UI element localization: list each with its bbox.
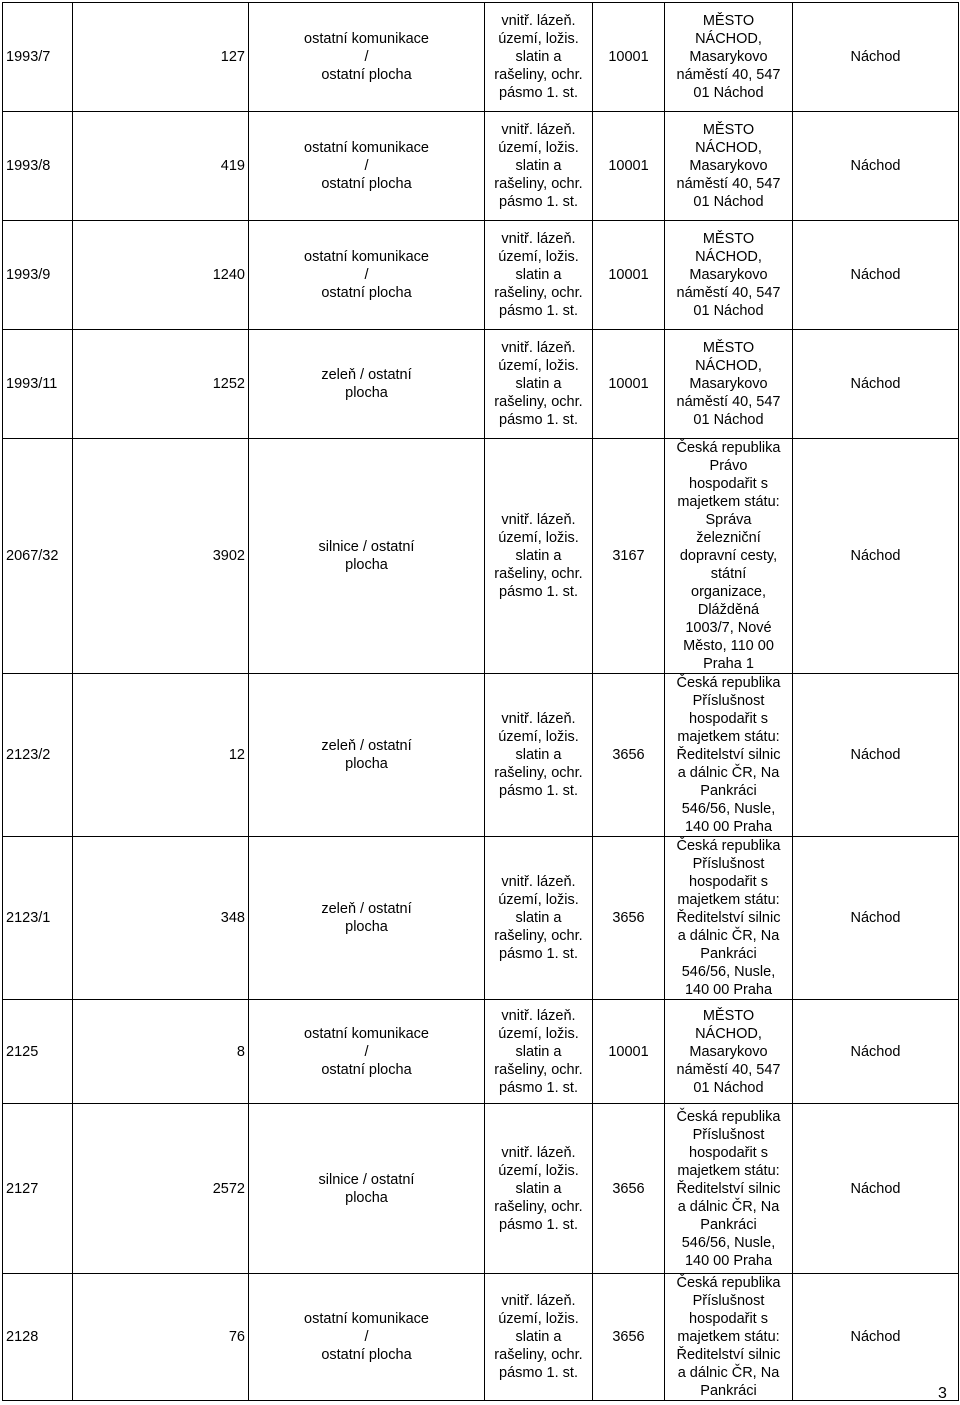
owner-line: majetkem státu:	[677, 892, 780, 908]
owner-line: hospodařit s	[689, 874, 768, 890]
table-row	[3, 112, 959, 221]
protection-cell	[485, 837, 593, 1000]
land-use-line: silnice / ostatní	[318, 1171, 415, 1188]
owner-line: NÁCHOD,	[695, 31, 762, 47]
owner-line: 140 00 Praha	[684, 819, 773, 835]
land-use-cell	[249, 674, 485, 837]
municipality-cell: Náchod	[793, 330, 959, 439]
area-cell: 2572	[73, 1104, 249, 1274]
parcel-number-cell: 2067/32	[3, 439, 73, 674]
protection-line: slatin a	[515, 747, 562, 763]
area-cell: 12	[73, 674, 249, 837]
owner-line: Město, 110 00	[683, 638, 774, 654]
owner-cell	[665, 439, 793, 674]
protection-line: území, ložis.	[498, 1025, 579, 1042]
land-use-line: plocha	[345, 385, 388, 401]
parcel-number-cell: 2128	[3, 1274, 73, 1401]
protection-line: rašeliny, ochr.	[494, 1061, 583, 1078]
owner-line: Pankráci	[700, 783, 757, 799]
protection-line: území, ložis.	[498, 729, 579, 745]
protection-line: pásmo 1. st.	[499, 194, 578, 210]
protection-line: rašeliny, ochr.	[494, 176, 583, 192]
owner-line: a dálnic ČR, Na	[677, 1365, 780, 1381]
municipality-cell: Náchod	[793, 112, 959, 221]
owner-line: Ředitelství silnic	[676, 910, 781, 926]
owner-line: MĚSTO	[702, 1007, 755, 1024]
protection-line: pásmo 1. st.	[499, 85, 578, 101]
parcel-number-cell: 2127	[3, 1104, 73, 1274]
owner-cell	[665, 1000, 793, 1104]
owner-line: Pankráci	[700, 1383, 757, 1399]
owner-line: Masarykovo	[689, 158, 768, 174]
owner-line: náměstí 40, 547	[676, 176, 781, 192]
table-row	[3, 674, 959, 837]
protection-line: rašeliny, ochr.	[494, 1347, 583, 1363]
municipality-cell: Náchod	[793, 1274, 959, 1401]
protection-line: slatin a	[515, 49, 562, 65]
owner-line: MĚSTO	[702, 340, 755, 356]
area-cell: 3902	[73, 439, 249, 674]
owner-line: náměstí 40, 547	[676, 394, 781, 410]
land-use-line: plocha	[345, 919, 388, 935]
land-use-line: ostatní komunikace	[304, 31, 429, 47]
owner-line: náměstí 40, 547	[676, 1061, 781, 1078]
land-use-line: /	[364, 267, 369, 283]
owner-cell	[665, 837, 793, 1000]
municipality-cell: Náchod	[793, 1000, 959, 1104]
parcel-number-cell: 2125	[3, 1000, 73, 1104]
land-use-line: silnice / ostatní	[318, 539, 415, 555]
protection-line: rašeliny, ochr.	[494, 285, 583, 301]
protection-line: rašeliny, ochr.	[494, 928, 583, 944]
municipality-cell: Náchod	[793, 221, 959, 330]
ownership-sheet-cell: 3656	[593, 837, 665, 1000]
owner-line: majetkem státu:	[677, 1329, 780, 1345]
land-use-cell	[249, 330, 485, 439]
table-row	[3, 837, 959, 1000]
land-use-cell	[249, 221, 485, 330]
ownership-sheet-cell: 3167	[593, 439, 665, 674]
protection-line: slatin a	[515, 158, 562, 174]
owner-line: MĚSTO	[702, 122, 755, 138]
land-use-line: ostatní komunikace	[304, 1025, 429, 1042]
protection-line: pásmo 1. st.	[499, 1216, 578, 1233]
owner-line: Ředitelství silnic	[676, 1180, 781, 1197]
owner-line: Právo	[709, 458, 748, 474]
ownership-sheet-cell: 3656	[593, 674, 665, 837]
land-use-cell	[249, 1000, 485, 1104]
ownership-sheet-cell: 10001	[593, 1000, 665, 1104]
owner-line: 546/56, Nusle,	[681, 1234, 776, 1251]
owner-line: 01 Náchod	[693, 303, 764, 319]
protection-line: území, ložis.	[498, 1162, 579, 1179]
protection-line: rašeliny, ochr.	[494, 394, 583, 410]
protection-line: pásmo 1. st.	[499, 1079, 578, 1096]
owner-line: hospodařit s	[689, 1311, 768, 1327]
owner-line: 01 Náchod	[693, 412, 764, 428]
protection-line: vnitř. lázeň.	[501, 1144, 576, 1161]
ownership-sheet-cell: 10001	[593, 112, 665, 221]
protection-line: slatin a	[515, 267, 562, 283]
owner-line: železniční	[696, 530, 761, 546]
owner-line: a dálnic ČR, Na	[677, 928, 780, 944]
protection-line: pásmo 1. st.	[499, 303, 578, 319]
protection-line: vnitř. lázeň.	[501, 340, 576, 356]
table-row	[3, 1000, 959, 1104]
area-cell: 76	[73, 1274, 249, 1401]
land-use-line: ostatní komunikace	[304, 140, 429, 156]
table-row	[3, 439, 959, 674]
municipality-cell: Náchod	[793, 1104, 959, 1274]
owner-line: 546/56, Nusle,	[681, 801, 776, 817]
land-use-line: /	[364, 158, 369, 174]
land-use-line: ostatní plocha	[321, 285, 412, 301]
owner-line: 140 00 Praha	[684, 1252, 773, 1269]
table-row	[3, 1274, 959, 1401]
parcel-number-cell: 1993/7	[3, 3, 73, 112]
area-cell: 419	[73, 112, 249, 221]
area-cell: 348	[73, 837, 249, 1000]
owner-line: Příslušnost	[692, 1293, 765, 1309]
table-row	[3, 330, 959, 439]
land-use-line: /	[364, 1329, 369, 1345]
table-row	[3, 221, 959, 330]
owner-line: Příslušnost	[692, 856, 765, 872]
protection-line: pásmo 1. st.	[499, 783, 578, 799]
owner-line: Masarykovo	[689, 267, 768, 283]
land-use-line: ostatní plocha	[321, 1061, 412, 1078]
owner-line: NÁCHOD,	[695, 358, 762, 374]
protection-line: vnitř. lázeň.	[501, 231, 576, 247]
protection-cell	[485, 1000, 593, 1104]
owner-line: státní	[710, 566, 747, 582]
owner-line: Správa	[705, 512, 752, 528]
land-use-line: plocha	[345, 1189, 388, 1206]
owner-line: a dálnic ČR, Na	[677, 765, 780, 781]
municipality-cell: Náchod	[793, 439, 959, 674]
land-use-cell	[249, 112, 485, 221]
protection-line: území, ložis.	[498, 1311, 579, 1327]
owner-cell	[665, 330, 793, 439]
owner-line: Pankráci	[700, 946, 757, 962]
owner-line: Česká republika	[676, 675, 781, 691]
owner-line: 1003/7, Nové	[685, 620, 772, 636]
protection-line: vnitř. lázeň.	[501, 1293, 576, 1309]
owner-line: hospodařit s	[689, 711, 768, 727]
protection-line: území, ložis.	[498, 31, 579, 47]
owner-line: 140 00 Praha	[684, 982, 773, 998]
ownership-sheet-cell: 3656	[593, 1274, 665, 1401]
land-use-cell	[249, 439, 485, 674]
protection-line: vnitř. lázeň.	[501, 13, 576, 29]
land-use-line: ostatní komunikace	[304, 249, 429, 265]
land-use-line: /	[364, 1043, 369, 1060]
protection-line: vnitř. lázeň.	[501, 122, 576, 138]
municipality-cell: Náchod	[793, 3, 959, 112]
owner-line: MĚSTO	[702, 231, 755, 247]
owner-line: 01 Náchod	[693, 194, 764, 210]
protection-line: území, ložis.	[498, 530, 579, 546]
protection-cell	[485, 330, 593, 439]
protection-cell	[485, 112, 593, 221]
owner-line: Česká republika	[676, 1108, 781, 1125]
owner-line: Dlážděná	[697, 602, 760, 618]
protection-line: území, ložis.	[498, 358, 579, 374]
protection-line: rašeliny, ochr.	[494, 67, 583, 83]
owner-line: náměstí 40, 547	[676, 67, 781, 83]
owner-line: 01 Náchod	[693, 1079, 764, 1096]
owner-cell	[665, 112, 793, 221]
parcel-number-cell: 2123/1	[3, 837, 73, 1000]
land-use-line: plocha	[345, 557, 388, 573]
owner-line: dopravní cesty,	[679, 548, 778, 564]
municipality-cell: Náchod	[793, 674, 959, 837]
land-use-line: plocha	[345, 756, 388, 772]
owner-line: MĚSTO	[702, 13, 755, 29]
owner-cell	[665, 1274, 793, 1401]
protection-line: vnitř. lázeň.	[501, 1007, 576, 1024]
protection-line: slatin a	[515, 910, 562, 926]
municipality-cell: Náchod	[793, 837, 959, 1000]
owner-line: majetkem státu:	[677, 729, 780, 745]
owner-line: NÁCHOD,	[695, 249, 762, 265]
protection-line: vnitř. lázeň.	[501, 711, 576, 727]
land-use-line: ostatní komunikace	[304, 1311, 429, 1327]
land-use-cell	[249, 1274, 485, 1401]
owner-line: hospodařit s	[689, 476, 768, 492]
protection-cell	[485, 1104, 593, 1274]
area-cell: 1240	[73, 221, 249, 330]
protection-line: pásmo 1. st.	[499, 1365, 578, 1381]
ownership-sheet-cell: 10001	[593, 3, 665, 112]
owner-line: Pankráci	[700, 1216, 757, 1233]
parcel-table	[2, 2, 959, 1401]
protection-cell	[485, 3, 593, 112]
area-cell: 1252	[73, 330, 249, 439]
owner-line: a dálnic ČR, Na	[677, 1198, 780, 1215]
protection-line: vnitř. lázeň.	[501, 874, 576, 890]
owner-line: NÁCHOD,	[695, 140, 762, 156]
protection-cell	[485, 1274, 593, 1401]
parcel-number-cell: 1993/11	[3, 330, 73, 439]
protection-line: vnitř. lázeň.	[501, 512, 576, 528]
land-use-line: ostatní plocha	[321, 1347, 412, 1363]
owner-line: majetkem státu:	[677, 494, 780, 510]
owner-line: Příslušnost	[692, 693, 765, 709]
owner-line: Praha 1	[703, 656, 754, 672]
owner-line: 546/56, Nusle,	[681, 964, 776, 980]
page-number: 3	[938, 1385, 947, 1402]
owner-line: Ředitelství silnic	[676, 1347, 781, 1363]
protection-cell	[485, 674, 593, 837]
protection-line: slatin a	[515, 1180, 562, 1197]
owner-cell	[665, 3, 793, 112]
owner-cell	[665, 1104, 793, 1274]
area-cell: 127	[73, 3, 249, 112]
parcel-number-cell: 1993/9	[3, 221, 73, 330]
land-use-line: zeleň / ostatní	[321, 901, 412, 917]
parcel-table-body	[3, 3, 959, 1401]
protection-line: pásmo 1. st.	[499, 584, 578, 600]
owner-line: Masarykovo	[689, 49, 768, 65]
protection-line: pásmo 1. st.	[499, 946, 578, 962]
owner-line: 01 Náchod	[693, 85, 764, 101]
land-use-cell	[249, 837, 485, 1000]
owner-line: Česká republika	[676, 440, 781, 456]
protection-line: slatin a	[515, 548, 562, 564]
land-use-line: zeleň / ostatní	[321, 738, 412, 754]
protection-cell	[485, 221, 593, 330]
owner-line: Ředitelství silnic	[676, 747, 781, 763]
owner-line: Masarykovo	[689, 1043, 768, 1060]
land-use-line: zeleň / ostatní	[321, 367, 412, 383]
land-use-cell	[249, 1104, 485, 1274]
protection-cell	[485, 439, 593, 674]
protection-line: území, ložis.	[498, 892, 579, 908]
ownership-sheet-cell: 10001	[593, 330, 665, 439]
protection-line: rašeliny, ochr.	[494, 566, 583, 582]
parcel-number-cell: 2123/2	[3, 674, 73, 837]
owner-cell	[665, 674, 793, 837]
owner-line: majetkem státu:	[677, 1162, 780, 1179]
area-cell: 8	[73, 1000, 249, 1104]
land-use-line: ostatní plocha	[321, 176, 412, 192]
protection-line: území, ložis.	[498, 140, 579, 156]
protection-line: slatin a	[515, 1329, 562, 1345]
protection-line: slatin a	[515, 376, 562, 392]
owner-line: Česká republika	[676, 838, 781, 854]
ownership-sheet-cell: 3656	[593, 1104, 665, 1274]
ownership-sheet-cell: 10001	[593, 221, 665, 330]
owner-line: organizace,	[691, 584, 766, 600]
owner-line: NÁCHOD,	[695, 1025, 762, 1042]
land-use-line: ostatní plocha	[321, 67, 412, 83]
protection-line: pásmo 1. st.	[499, 412, 578, 428]
protection-line: slatin a	[515, 1043, 562, 1060]
parcel-number-cell: 1993/8	[3, 112, 73, 221]
table-row	[3, 3, 959, 112]
land-use-cell	[249, 3, 485, 112]
owner-line: Příslušnost	[692, 1126, 765, 1143]
owner-line: Masarykovo	[689, 376, 768, 392]
protection-line: rašeliny, ochr.	[494, 1198, 583, 1215]
owner-cell	[665, 221, 793, 330]
protection-line: území, ložis.	[498, 249, 579, 265]
owner-line: Česká republika	[676, 1275, 781, 1291]
table-row	[3, 1104, 959, 1274]
owner-line: náměstí 40, 547	[676, 285, 781, 301]
protection-line: rašeliny, ochr.	[494, 765, 583, 781]
owner-line: hospodařit s	[689, 1144, 768, 1161]
land-use-line: /	[364, 49, 369, 65]
